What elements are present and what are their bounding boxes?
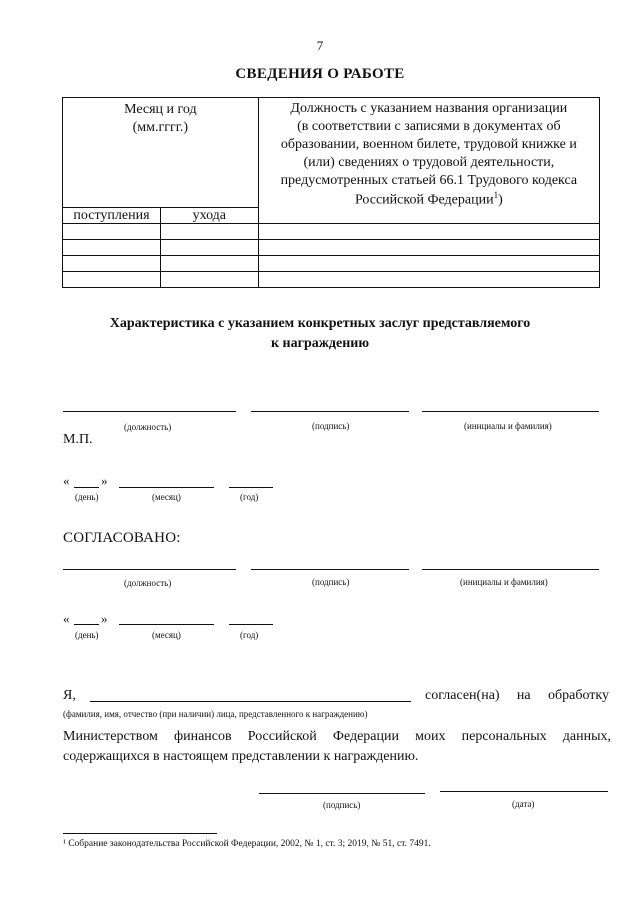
signature-line bbox=[251, 569, 409, 570]
table-row bbox=[63, 224, 600, 240]
consent-name-line bbox=[90, 701, 411, 702]
day-line bbox=[74, 487, 99, 488]
agreed-label: СОГЛАСОВАНО: bbox=[63, 530, 181, 546]
month-line bbox=[119, 487, 214, 488]
position-header-line: Должность с указанием названия организации bbox=[290, 101, 568, 116]
consent-word: на bbox=[516, 688, 531, 703]
table-cell bbox=[258, 272, 599, 288]
position-header-line: предусмотренных статьей 66.1 Трудового кодекса bbox=[280, 172, 578, 188]
consent-name-caption: (фамилия, имя, отчество (при наличии) лица, представленного к награждению) bbox=[63, 709, 368, 719]
section-title: СВЕДЕНИЯ О РАБОТЕ bbox=[235, 66, 405, 82]
consent-date-caption: (дата) bbox=[512, 799, 535, 809]
table-row bbox=[63, 256, 600, 272]
consent-date-line bbox=[440, 791, 608, 792]
consent-suffix bbox=[425, 688, 609, 704]
position-caption: (должность) bbox=[124, 578, 172, 588]
footnote-separator bbox=[63, 833, 217, 834]
consent-signature-line bbox=[259, 793, 425, 794]
table-cell bbox=[63, 256, 161, 272]
date-close-quote: » bbox=[101, 473, 108, 488]
position-header-line: (или) сведениях о трудовой деятельности, bbox=[303, 154, 555, 170]
day-caption: (день) bbox=[75, 630, 99, 640]
table-row bbox=[63, 240, 600, 256]
table-cell bbox=[63, 224, 161, 240]
stamp-label: М.П. bbox=[63, 432, 93, 447]
month-line bbox=[119, 624, 214, 625]
name-caption: (инициалы и фамилия) bbox=[460, 577, 548, 587]
month-year-header bbox=[63, 98, 259, 208]
footnote-mark: 1 bbox=[493, 189, 499, 200]
characteristic-heading-line2: к награждению bbox=[270, 336, 370, 352]
start-date-subheader: поступления bbox=[63, 208, 161, 224]
table-cell bbox=[63, 240, 161, 256]
position-header-line: (в соответствии с записями в документах об bbox=[297, 118, 561, 134]
position-caption: (должность) bbox=[124, 422, 172, 432]
date-open-quote: « bbox=[63, 611, 70, 626]
signature-caption: (подпись) bbox=[312, 421, 350, 431]
table-cell bbox=[160, 256, 258, 272]
month-caption: (месяц) bbox=[152, 630, 181, 640]
name-line bbox=[422, 411, 599, 412]
table-cell bbox=[63, 272, 161, 288]
year-line bbox=[229, 624, 273, 625]
name-caption: (инициалы и фамилия) bbox=[464, 421, 552, 431]
consent-word: согласен(на) bbox=[425, 688, 500, 703]
name-line bbox=[422, 569, 599, 570]
table-cell bbox=[160, 240, 258, 256]
day-line bbox=[74, 624, 99, 625]
signature-line bbox=[251, 411, 409, 412]
consent-word: обработку bbox=[547, 688, 609, 703]
position-line bbox=[63, 569, 236, 570]
table-cell bbox=[160, 224, 258, 240]
position-header-line: образовании, военном билете, трудовой книжке и bbox=[280, 136, 577, 152]
month-year-format-label: (мм.гггг.) bbox=[132, 119, 189, 135]
table-cell bbox=[160, 272, 258, 288]
position-line bbox=[63, 411, 236, 412]
work-history-table bbox=[62, 97, 600, 288]
table-cell bbox=[258, 240, 599, 256]
position-header-line bbox=[265, 190, 593, 210]
consent-prefix: Я, bbox=[63, 688, 76, 703]
month-year-header-label: Месяц и год bbox=[124, 102, 197, 117]
position-header-last: Российской Федерации bbox=[354, 192, 494, 208]
position-header-close: ) bbox=[498, 192, 503, 208]
date-open-quote: « bbox=[63, 473, 70, 488]
year-line bbox=[229, 487, 273, 488]
year-caption: (год) bbox=[240, 630, 259, 640]
characteristic-heading bbox=[0, 314, 640, 355]
footnote: ¹ Собрание законодательства Российской Федерации, 2002, № 1, ст. 3; 2019, № 51, ст. 7491. bbox=[63, 839, 431, 849]
table-row bbox=[63, 272, 600, 288]
characteristic-heading-line1: Характеристика с указанием конкретных заслуг представляемого bbox=[109, 316, 531, 331]
date-close-quote: » bbox=[101, 611, 108, 626]
year-caption: (год) bbox=[240, 492, 259, 502]
table-cell bbox=[258, 224, 599, 240]
consent-paragraph: Министерством финансов Российской Федерации моих персональных данных, содержащихся в настоящем представлении к награждению. bbox=[63, 729, 611, 764]
page-number: 7 bbox=[316, 38, 324, 53]
position-header bbox=[258, 98, 599, 224]
consent-signature-caption: (подпись) bbox=[323, 800, 361, 810]
table-cell bbox=[258, 256, 599, 272]
day-caption: (день) bbox=[75, 492, 99, 502]
month-caption: (месяц) bbox=[152, 492, 181, 502]
signature-caption: (подпись) bbox=[312, 577, 350, 587]
end-date-subheader: ухода bbox=[160, 208, 258, 224]
